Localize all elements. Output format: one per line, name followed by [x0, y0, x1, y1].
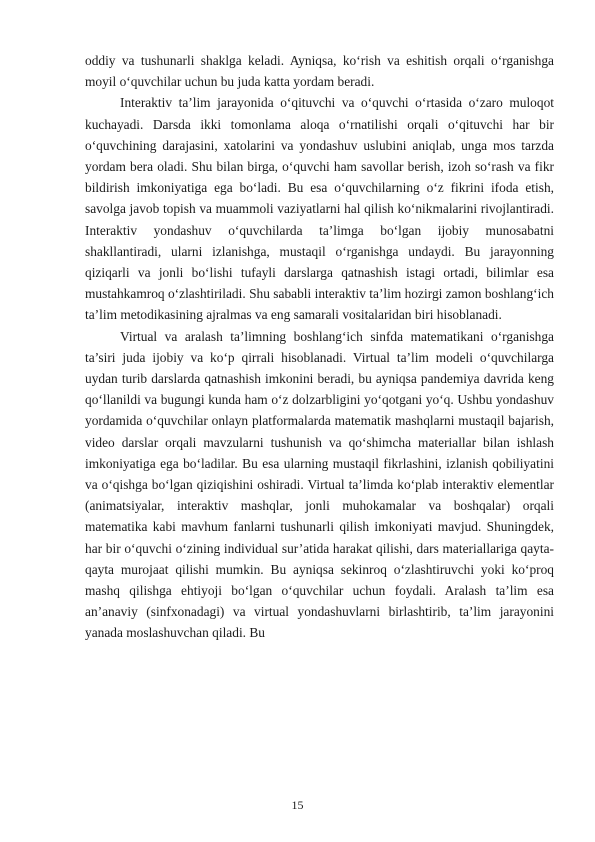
- paragraph-continuation: oddiy va tushunarli shaklga keladi. Ayniqsa, ko‘rish va eshitish orqali o‘rganishga moyil o‘quvchilar uchun bu juda katta yordam beradi.: [85, 53, 554, 90]
- body-text: [85, 50, 554, 644]
- paragraph-virtual-blended-learning: Virtual va aralash ta’limning boshlang‘ich sinfda matematikani o‘rganishga ta’siri juda ijobiy va ko‘p qirrali hisoblanadi. Virtual ta’lim modeli o‘quvchilarga uydan turib darslarda qatnashish imkonini beradi, bu ayniqsa pandemiya davrida keng qo‘llanildi va bugungi kunda ham o‘z dolzarbligini yo‘qotgani yo‘q. Ushbu yondashuv yordamida o‘quvchilar onlayn platformalarda matematik mashqlarni mustaqil bajarish, video darslar orqali mavzularni tushunish va qo‘shimcha materiallar bilan ishlash imkoniyatiga ega bo‘ladilar. Bu esa ularning mustaqil fikrlashini, izlanish qobiliyatini va o‘qishga bo‘lgan qiziqishini oshiradi. Virtual ta’limda ko‘plab interaktiv elementlar (animatsiyalar, interaktiv mashqlar, jonli muhokamalar va boshqalar) orqali matematika kabi mavhum fanlarni tushunarli qilish imkoniyati mavjud. Shuningdek, har bir o‘quvchi o‘zining individual sur’atida harakat qilishi, dars materiallariga qayta-qayta murojaat qilishi mumkin. Bu ayniqsa sekinroq o‘zlashtiruvchi yoki ko‘proq mashq qilishga ehtiyoji bo‘lgan o‘quvchilar uchun foydali. Aralash ta’lim esa an’anaviy (sinfxonadagi) va virtual yondashuvlarni birlashtirib, ta’lim jarayonini yanada moslashuvchan qiladi. Bu: [85, 328, 554, 641]
- page-number: 15: [291, 798, 304, 812]
- paragraph-interactive-learning: Interaktiv ta’lim jarayonida o‘qituvchi va o‘quvchi o‘rtasida o‘zaro muloqot kuchayadi. Darsda ikki tomonlama aloqa o‘rnatilishi orqali o‘qituvchi har bir o‘quvchining darajasini, xatolarini va yondashuv uslubini aniqlab, unga mos tarzda yordam bera oladi. Shu bilan birga, o‘quvchi ham savollar berish, izoh so‘rash va fikr bildirish imkoniyatiga ega bo‘ladi. Bu esa o‘quvchilarning o‘z fikrini ifoda etish, savolga javob topish va muammoli vaziyatlarni hal qilish ko‘nikmalarini rivojlantiradi. Interaktiv yondashuv o‘quvchilarda ta’limga bo‘lgan ijobiy munosabatni shakllantiradi, ularni izlanishga, mustaqil o‘rganishga undaydi. Bu jarayonning qiziqarli va jonli bo‘lishi tufayli darslarga qatnashish istagi ortadi, bilimlar esa mustahkamroq o‘zlashtiriladi. Shu sababli interaktiv ta’lim hozirgi zamon boshlang‘ich ta’lim metodikasining ajralmas va eng samarali vositalaridan biri hisoblanadi.: [85, 95, 554, 323]
